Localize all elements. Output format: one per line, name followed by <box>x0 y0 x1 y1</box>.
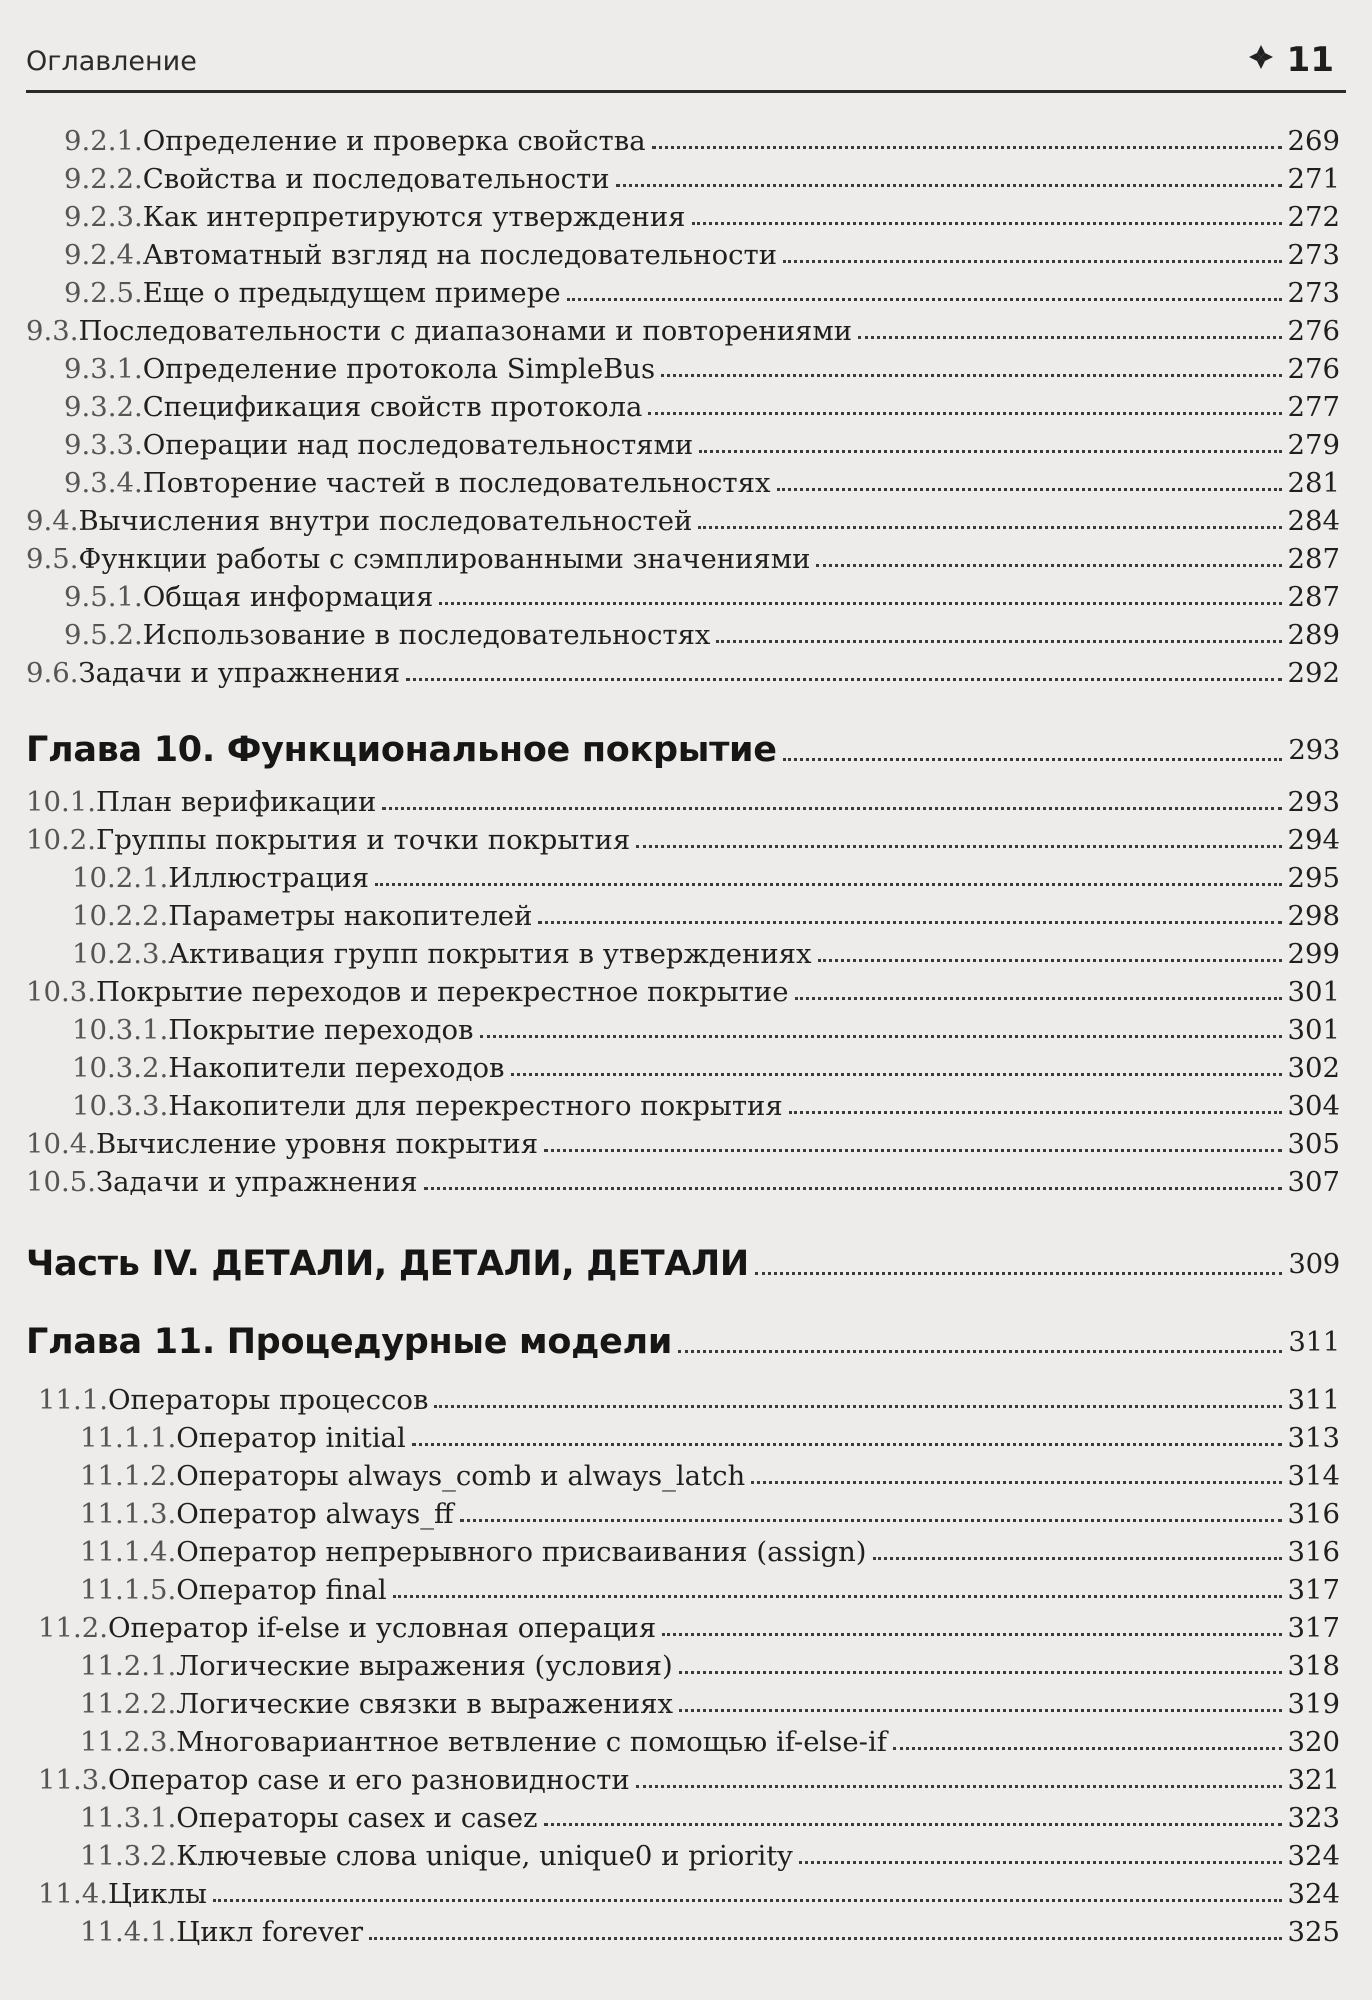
toc-entry: 10.3.1. Покрытие переходов 301 <box>72 1014 1340 1046</box>
toc-entry: 10.2.3. Активация групп покрытия в утверждениях 299 <box>72 938 1340 970</box>
toc-entry: 10.2.1. Иллюстрация 295 <box>72 862 1340 894</box>
toc-entry: 9.2.2. Свойства и последовательности 271 <box>64 163 1340 195</box>
toc-entry: 10.3.3. Накопители для перекрестного покрытия 304 <box>72 1090 1340 1122</box>
toc-entry: 11.3. Оператор case и его разновидности 321 <box>38 1764 1340 1796</box>
toc-entry: 11.3.2. Ключевые слова unique, unique0 и priority 324 <box>80 1840 1340 1872</box>
running-header-title: Оглавление <box>26 46 197 77</box>
toc-entry: 11.1. Операторы процессов 311 <box>38 1384 1340 1416</box>
toc-entry: 9.2.3. Как интерпретируются утверждения 272 <box>64 201 1340 233</box>
toc-entry: 11.1.2. Операторы always_comb и always_latch 314 <box>80 1460 1340 1492</box>
toc-entry: 10.3. Покрытие переходов и перекрестное покрытие 301 <box>26 976 1340 1008</box>
toc-entry: 11.2. Оператор if-else и условная операция 317 <box>38 1612 1340 1644</box>
toc-entry: 9.3.3. Операции над последовательностями 279 <box>64 429 1340 461</box>
toc-entry: 10.1. План верификации 293 <box>26 786 1340 818</box>
toc-entry: 10.2.2. Параметры накопителей 298 <box>72 900 1340 932</box>
toc-entry: 9.2.5. Еще о предыдущем примере 273 <box>64 277 1340 309</box>
toc-entry: 9.3.2. Спецификация свойств протокола 277 <box>64 391 1340 423</box>
toc-entry: 11.2.1. Логические выражения (условия) 318 <box>80 1650 1340 1682</box>
toc-entry: 9.5.1. Общая информация 287 <box>64 581 1340 613</box>
toc-entry: 9.6. Задачи и упражнения 292 <box>26 657 1340 689</box>
toc-entry: 10.4. Вычисление уровня покрытия 305 <box>26 1128 1340 1160</box>
toc-entry: 11.4. Циклы 324 <box>38 1878 1340 1910</box>
toc-entry: 9.2.1. Определение и проверка свойства 269 <box>64 125 1340 157</box>
toc-chapter-heading: Глава 10. Функциональное покрытие 293 <box>26 730 1340 770</box>
toc-entry: 9.2.4. Автоматный взгляд на последовательности 273 <box>64 239 1340 271</box>
toc-part-heading: Часть IV. ДЕТАЛИ, ДЕТАЛИ, ДЕТАЛИ 309 <box>26 1244 1340 1284</box>
toc-entry: 10.3.2. Накопители переходов 302 <box>72 1052 1340 1084</box>
toc-entry: 9.4. Вычисления внутри последовательностей 284 <box>26 505 1340 537</box>
toc-entry: 11.2.2. Логические связки в выражениях 319 <box>80 1688 1340 1720</box>
toc-entry: 11.4.1. Цикл forever 325 <box>80 1916 1340 1948</box>
toc-entry: 9.5.2. Использование в последовательностях 289 <box>64 619 1340 651</box>
toc-entry: 11.3.1. Операторы casex и casez 323 <box>80 1802 1340 1834</box>
toc-entry: 9.3.4. Повторение частей в последовательностях 281 <box>64 467 1340 499</box>
toc-entry: 11.1.3. Оператор always_ff 316 <box>80 1498 1340 1530</box>
toc-entry: 9.3. Последовательности с диапазонами и повторениями 276 <box>26 315 1340 347</box>
toc-entry: 11.1.4. Оператор непрерывного присваивания (assign) 316 <box>80 1536 1340 1568</box>
toc-entry: 9.3.1. Определение протокола SimpleBus 276 <box>64 353 1340 385</box>
toc-entry: 11.1.1. Оператор initial 313 <box>80 1422 1340 1454</box>
toc-entry: 9.5. Функции работы с сэмплированными значениями 287 <box>26 543 1340 575</box>
toc-entry: 11.2.3. Многовариантное ветвление с помощью if-else-if 320 <box>80 1726 1340 1758</box>
toc-entry: 10.5. Задачи и упражнения 307 <box>26 1166 1340 1198</box>
toc-entry: 11.1.5. Оператор final 317 <box>80 1574 1340 1606</box>
toc-chapter-heading: Глава 11. Процедурные модели 311 <box>26 1322 1340 1362</box>
page-number: 11 <box>1286 40 1334 80</box>
toc-entry: 10.2. Группы покрытия и точки покрытия 294 <box>26 824 1340 856</box>
